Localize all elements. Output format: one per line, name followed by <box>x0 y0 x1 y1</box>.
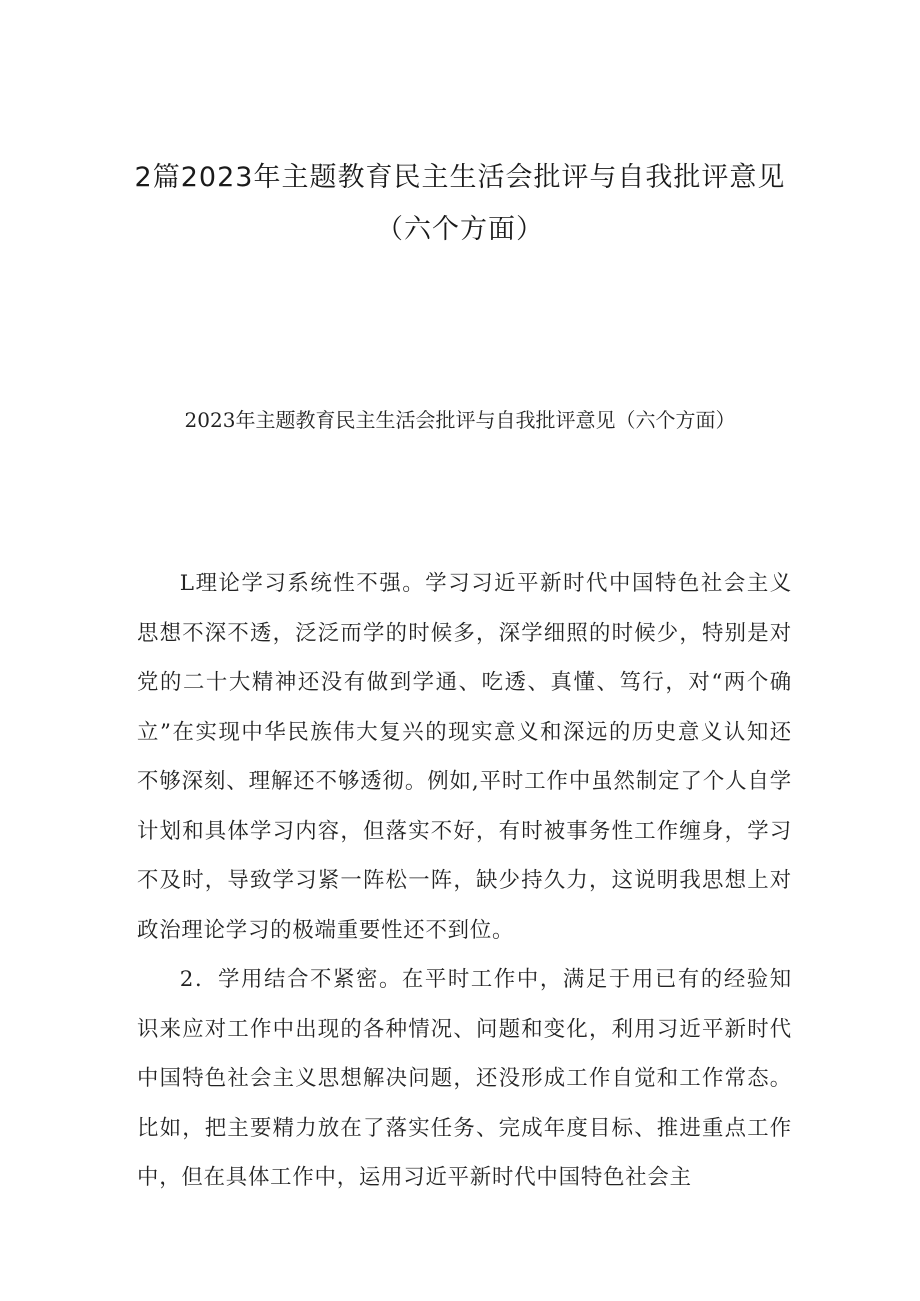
paragraph-2: 2．学用结合不紧密。在平时工作中，满足于用已有的经验知识来应对工作中出现的各种情况、问题和变化，利用习近平新时代中国特色社会主义思想解决问题，还没形成工作自觉和工作常态。比如，把主要精力放在了落实任务、完成年度目标、推进重点工作中，但在具体工作中，运用习近平新时代中国特色社会主 <box>137 967 792 1190</box>
document-body <box>137 559 792 1203</box>
paragraph-1: L理论学习系统性不强。学习习近平新时代中国特色社会主义思想不深不透，泛泛而学的时候多，深学细照的时候少，特别是对党的二十大精神还没有做到学通、吃透、真懂、笃行，对“两个确立”在实现中华民族伟大复兴的现实意义和深远的历史意义认知还不够深刻、理解还不够透彻。例如,平时工作中虽然制定了个人自学计划和具体学习内容，但落实不好，有时被事务性工作缠身，学习不及时，导致学习紧一阵松一阵，缺少持久力，这说明我思想上对政治理论学习的极端重要性还不到位。 <box>137 571 792 943</box>
document-title: 2篇2023年主题教育民主生活会批评与自我批评意见（六个方面） <box>134 162 786 245</box>
document-subtitle: 2023年主题教育民主生活会批评与自我批评意见（六个方面） <box>184 408 736 432</box>
